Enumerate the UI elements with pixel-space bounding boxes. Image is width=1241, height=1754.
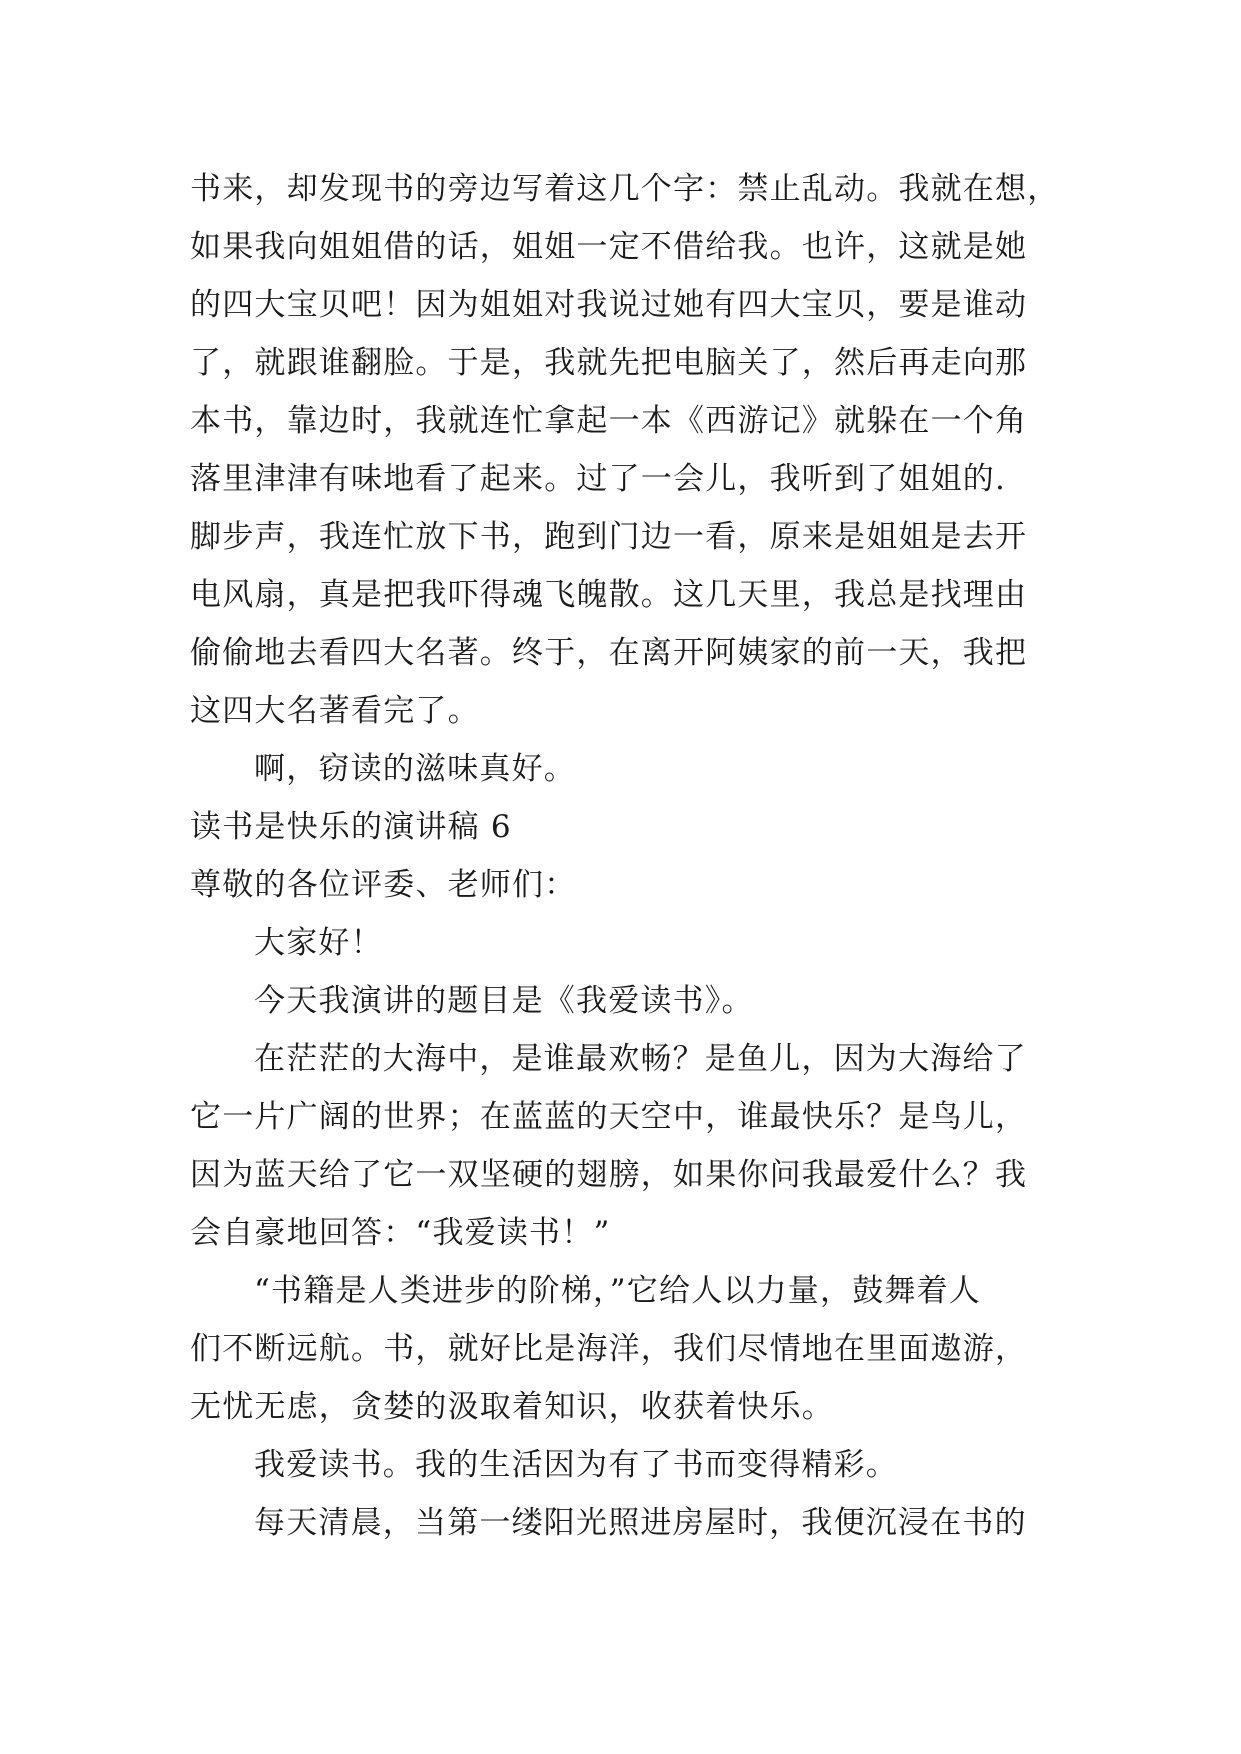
text-line: 会自豪地回答：“我爱读书！” xyxy=(190,1215,611,1251)
paragraph-line: 我爱读书。我的生活因为有了书而变得精彩。 xyxy=(254,1447,898,1483)
text-line: 因为蓝天给了它一双坚硬的翅膀，如果你问我最爱什么？我 xyxy=(190,1157,1028,1193)
text-line: 们不断远航。书，就好比是海洋，我们尽情地在里面遨游， xyxy=(190,1331,1028,1367)
body-text xyxy=(190,160,1090,1552)
text-line: 它一片广阔的世界；在蓝蓝的天空中，谁最快乐？是鸟儿， xyxy=(190,1099,1028,1135)
greeting: 大家好！ xyxy=(254,925,383,961)
text-line: 无忧无虑，贪婪的汲取着知识，收获着快乐。 xyxy=(190,1389,834,1425)
paragraph-line: “书籍是人类进步的阶梯，”它给人以力量，鼓舞着人 xyxy=(254,1273,981,1309)
text-line: 电风扇，真是把我吓得魂飞魄散。这几天里，我总是找理由 xyxy=(190,577,1028,613)
salutation: 尊敬的各位评委、老师们： xyxy=(190,867,577,903)
text-line: 脚步声，我连忙放下书，跑到门边一看，原来是姐姐是去开 xyxy=(190,519,1028,555)
paragraph-line: 每天清晨，当第一缕阳光照进房屋时，我便沉浸在书的 xyxy=(254,1505,1027,1541)
paragraph-line: 今天我演讲的题目是《我爱读书》。 xyxy=(254,983,754,1019)
text-line: 落里津津有味地看了起来。过了一会儿，我听到了姐姐的. xyxy=(190,461,1007,497)
text-line: 的四大宝贝吧！因为姐姐对我说过她有四大宝贝，要是谁动 xyxy=(190,287,1028,323)
text-line: 这四大名著看完了。 xyxy=(190,693,480,729)
section-heading: 读书是快乐的演讲稿 6 xyxy=(190,809,512,845)
paragraph-line: 啊，窃读的滋味真好。 xyxy=(254,751,576,787)
text-line: 书来，却发现书的旁边写着这几个字：禁止乱动。我就在想， xyxy=(190,171,1060,207)
text-line: 偷偷地去看四大名著。终于，在离开阿姨家的前一天，我把 xyxy=(190,635,1028,671)
paragraph-line: 在茫茫的大海中，是谁最欢畅？是鱼儿，因为大海给了 xyxy=(254,1041,1027,1077)
text-line: 了，就跟谁翻脸。于是，我就先把电脑关了，然后再走向那 xyxy=(190,345,1028,381)
text-line: 本书，靠边时，我就连忙拿起一本《西游记》就躲在一个角 xyxy=(190,403,1028,439)
text-line: 如果我向姐姐借的话，姐姐一定不借给我。也许，这就是她 xyxy=(190,229,1028,265)
